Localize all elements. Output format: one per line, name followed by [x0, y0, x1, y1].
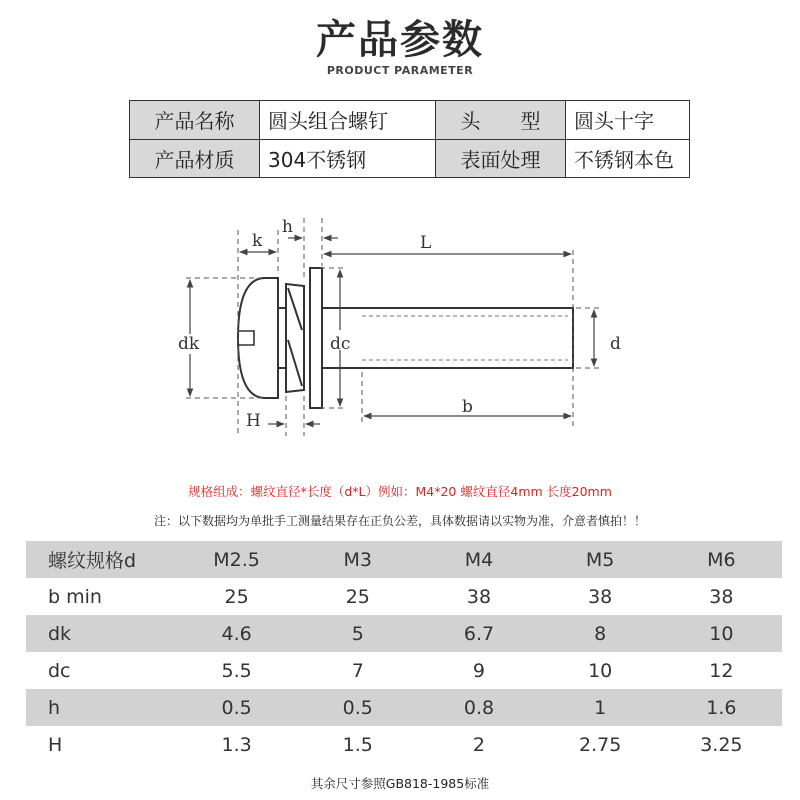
spec-format-note: 规格组成：螺纹直径*长度（d*L）例如：M4*20 螺纹直径4mm 长度20mm	[188, 484, 612, 499]
param-row	[130, 101, 690, 140]
spec-cell: 0.5	[176, 689, 297, 726]
label-L: L	[420, 233, 432, 253]
spec-row	[26, 726, 782, 763]
spec-header-label: 螺纹规格d	[26, 541, 176, 578]
spec-size: M6	[661, 541, 782, 578]
param-value-name: 圆头组合螺钉	[260, 101, 436, 140]
spec-size: M5	[540, 541, 661, 578]
spec-cell: 25	[297, 578, 418, 615]
spec-row	[26, 615, 782, 652]
spec-row-label: dk	[26, 615, 176, 652]
spec-row	[26, 652, 782, 689]
spec-cell: 9	[418, 652, 539, 689]
label-h: h	[282, 217, 293, 237]
spec-cell: 2	[418, 726, 539, 763]
spec-cell: 38	[418, 578, 539, 615]
label-dc: dc	[330, 334, 351, 354]
param-label-material: 产品材质	[130, 139, 260, 178]
spec-cell: 1.5	[297, 726, 418, 763]
spec-cell: 3.25	[661, 726, 782, 763]
page-title: 产品参数	[316, 17, 484, 63]
spec-row-label: H	[26, 726, 176, 763]
spec-size: M3	[297, 541, 418, 578]
param-value-head: 圆头十字	[566, 101, 690, 140]
param-row	[130, 139, 690, 178]
spec-header-row	[26, 541, 782, 578]
screw-dimension-diagram	[170, 210, 640, 450]
label-d: d	[610, 334, 621, 354]
label-k: k	[252, 231, 263, 251]
spec-cell: 10	[661, 615, 782, 652]
spec-cell: 0.5	[297, 689, 418, 726]
spec-cell: 2.75	[540, 726, 661, 763]
spec-cell: 1.3	[176, 726, 297, 763]
spec-row-label: b min	[26, 578, 176, 615]
spec-cell: 5	[297, 615, 418, 652]
spec-cell: 12	[661, 652, 782, 689]
tolerance-note: 注：以下数据均为单批手工测量结果存在正负公差，具体数据请以实物为准，介意者慎拍！！	[153, 514, 646, 528]
spec-cell: 4.6	[176, 615, 297, 652]
spec-cell: 10	[540, 652, 661, 689]
label-H: H	[246, 411, 261, 431]
spec-cell: 38	[661, 578, 782, 615]
spec-cell: 8	[540, 615, 661, 652]
param-value-material: 304不锈钢	[260, 139, 436, 178]
page-subtitle: PRODUCT PARAMETER	[326, 64, 474, 77]
spec-cell: 0.8	[418, 689, 539, 726]
spec-row-label: dc	[26, 652, 176, 689]
spec-cell: 38	[540, 578, 661, 615]
spec-cell: 5.5	[176, 652, 297, 689]
spec-cell: 6.7	[418, 615, 539, 652]
label-b: b	[462, 397, 473, 417]
param-label-head: 头 型	[436, 101, 566, 140]
spec-row	[26, 689, 782, 726]
param-label-name: 产品名称	[130, 101, 260, 140]
param-value-surface: 不锈钢本色	[566, 139, 690, 178]
flat-washer	[310, 268, 322, 408]
spec-cell: 1	[540, 689, 661, 726]
spec-cell: 25	[176, 578, 297, 615]
spec-cell: 7	[297, 652, 418, 689]
screw-head	[238, 278, 278, 398]
spec-size: M4	[418, 541, 539, 578]
label-dk: dk	[178, 334, 200, 354]
product-parameter-table	[129, 100, 690, 178]
standard-footnote: 其余尺寸参照GB818-1985标准	[310, 776, 490, 791]
spring-washer	[286, 284, 304, 392]
spec-cell: 1.6	[661, 689, 782, 726]
spec-row-label: h	[26, 689, 176, 726]
param-label-surface: 表面处理	[436, 139, 566, 178]
spec-row	[26, 578, 782, 615]
spec-size: M2.5	[176, 541, 297, 578]
spec-table	[26, 541, 782, 763]
